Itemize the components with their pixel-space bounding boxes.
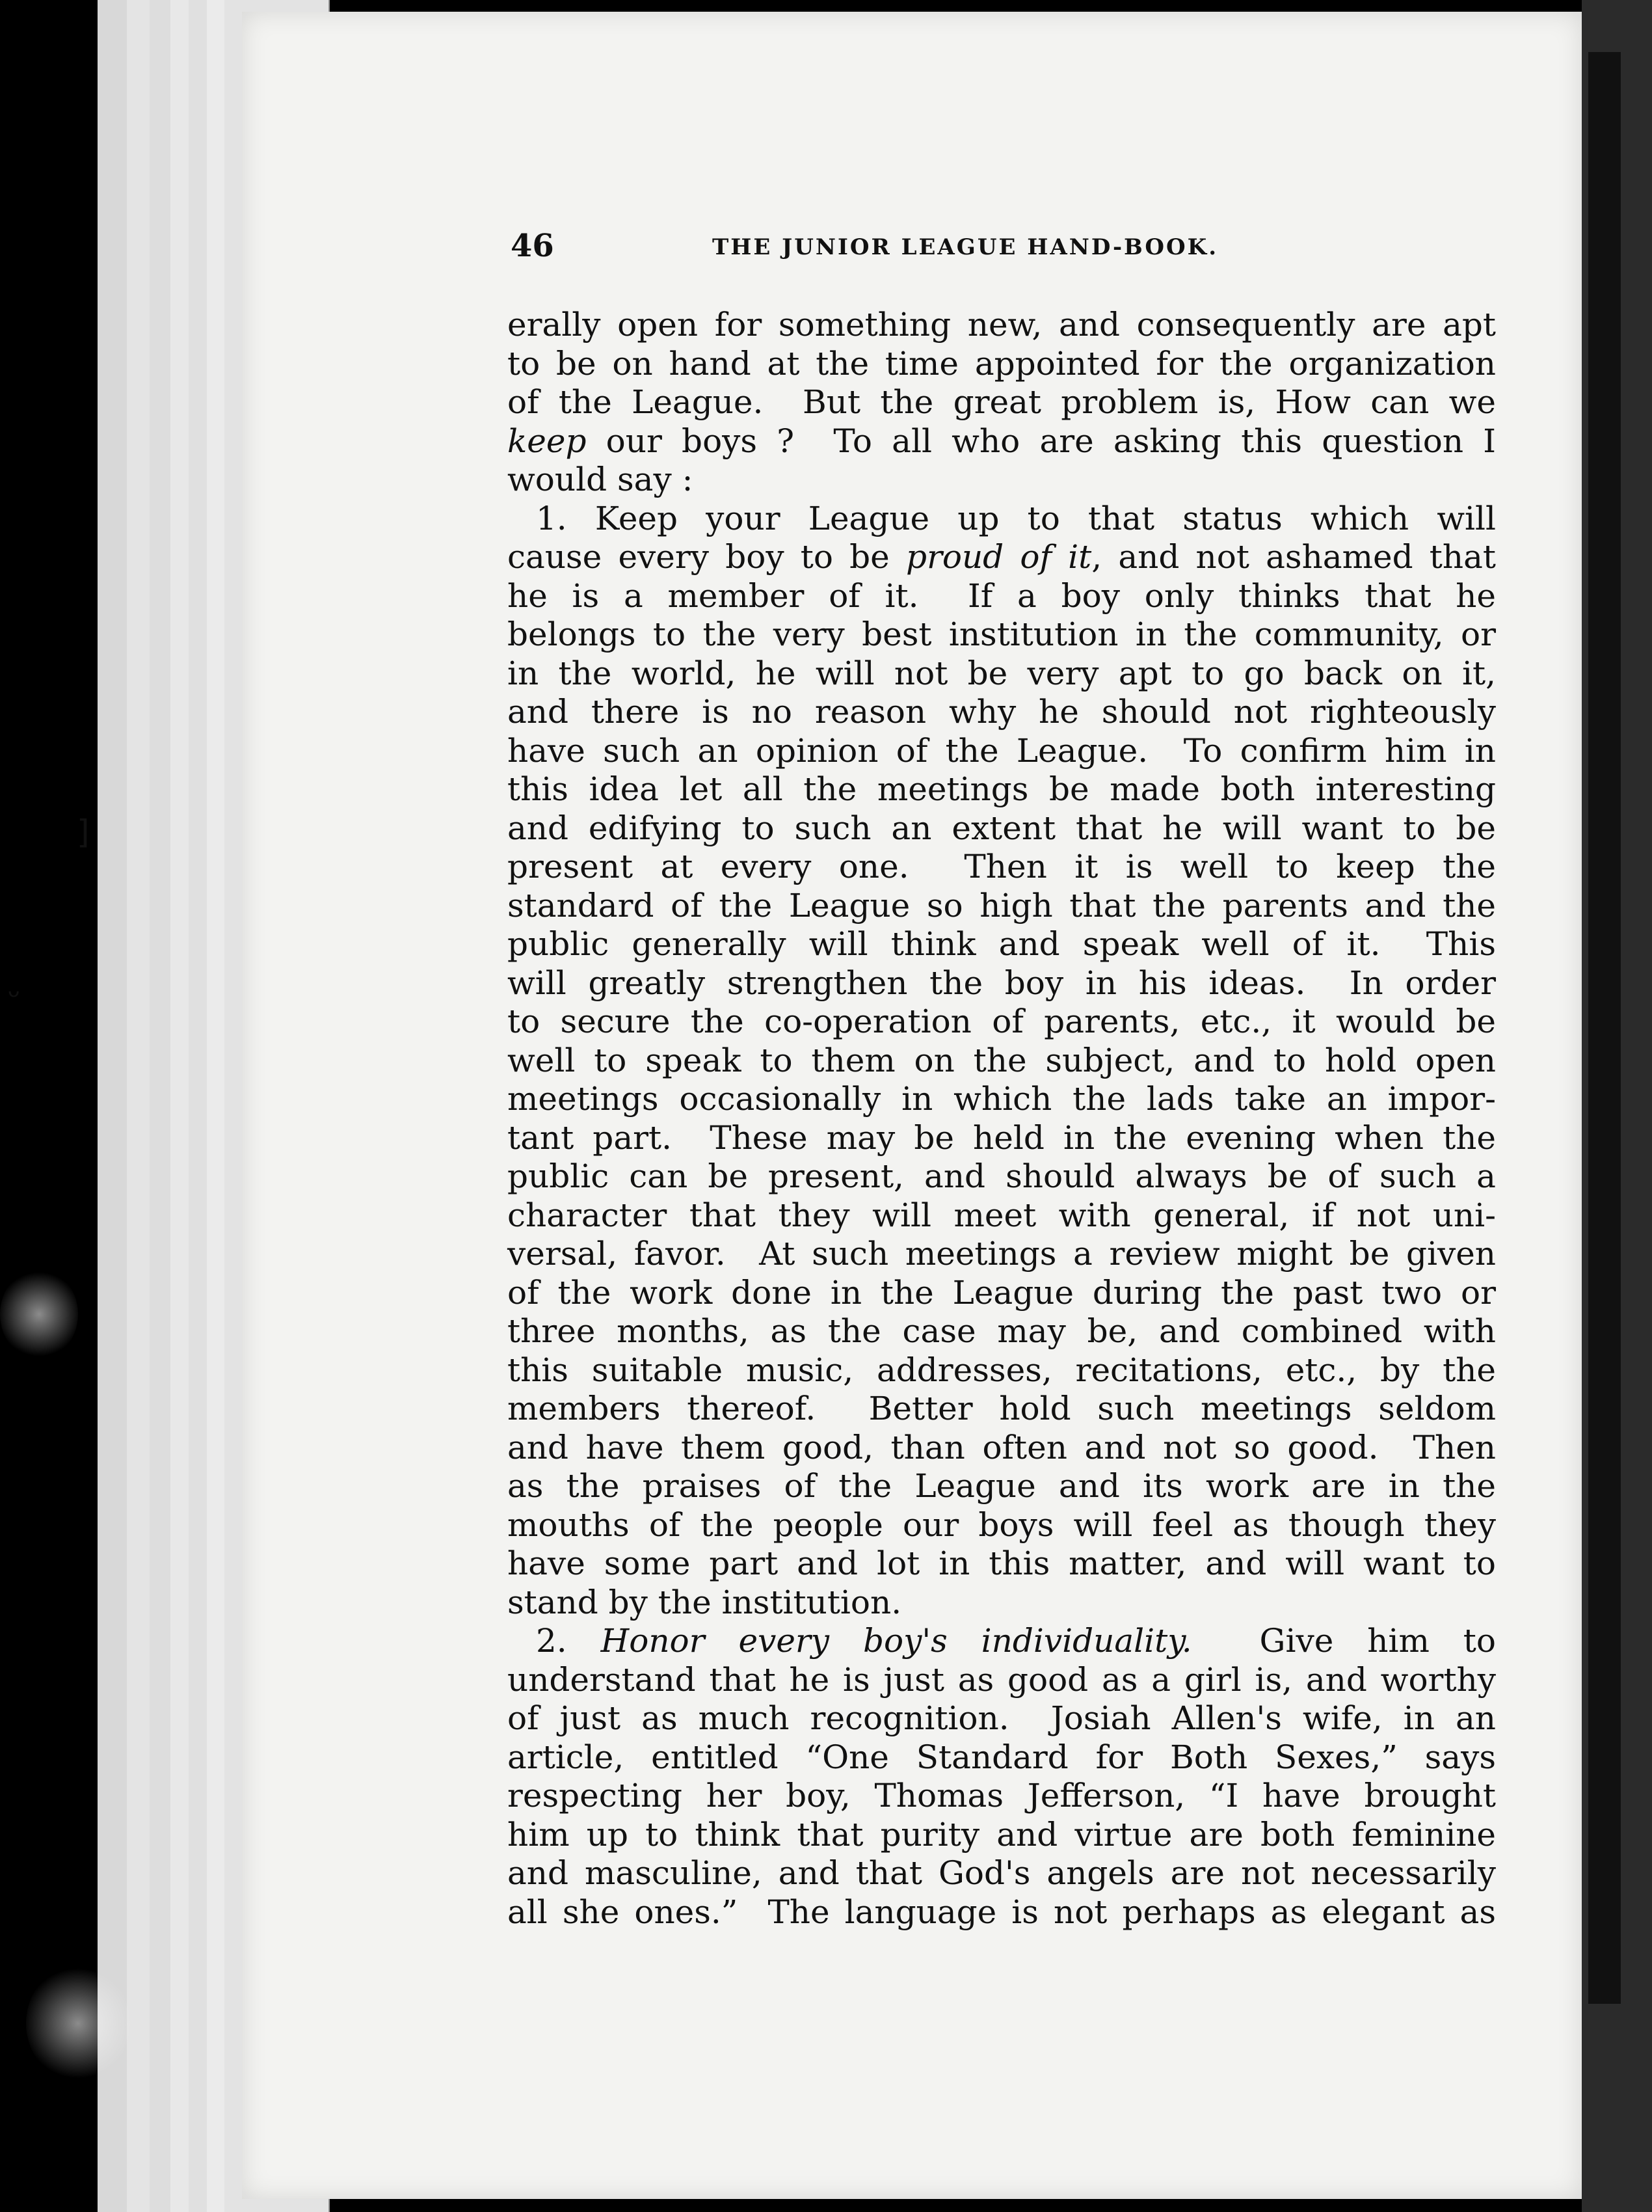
italic-text: proud of it [905, 538, 1092, 576]
text-line [507, 1738, 1496, 1777]
text-line [507, 538, 1496, 577]
text-line [507, 1854, 1496, 1893]
line-text: versal, favor. At such meetings a review might be given [507, 1235, 1496, 1273]
text-line [507, 306, 1496, 345]
line-text: character that they will meet with general, if not uni- [507, 1196, 1496, 1234]
line-text: and there is no reason why he should not righteously [507, 693, 1496, 731]
line-text: this idea let all the meetings be made both interesting [507, 770, 1496, 808]
text-line [507, 500, 1496, 539]
line-text: all she ones.” The language is not perhaps as elegant as [507, 1893, 1496, 1931]
line-text: and masculine, and that God's angels are not necessarily [507, 1854, 1496, 1892]
line-text: to secure the co-operation of parents, etc., it would be [507, 1003, 1496, 1040]
line-text: erally open for something new, and consequently are apt [507, 306, 1496, 344]
text-line [507, 654, 1496, 694]
binding-shadow-inner [1588, 52, 1621, 2004]
text-line [507, 1196, 1496, 1235]
text-line [507, 732, 1496, 771]
page-number: 46 [511, 228, 554, 264]
text-line [507, 1544, 1496, 1584]
text-line [507, 887, 1496, 926]
line-text: meetings occasionally in which the lads take an impor- [507, 1080, 1496, 1118]
line-text: as the praises of the League and its work are in the [507, 1467, 1496, 1505]
text-line [507, 1699, 1496, 1738]
text-line [507, 383, 1496, 422]
line-text: members thereof. Better hold such meetings seldom [507, 1390, 1496, 1427]
text-line [507, 1351, 1496, 1390]
line-text: respecting her boy, Thomas Jefferson, “I have brought [507, 1777, 1496, 1814]
margin-mark: ] [77, 813, 90, 851]
line-text: Give him to [1192, 1622, 1496, 1660]
text-line [507, 1157, 1496, 1196]
text-line [507, 848, 1496, 887]
line-text: would say : [507, 461, 693, 498]
text-line [507, 770, 1496, 809]
line-text: of the League. But the great problem is, How can we [507, 383, 1496, 421]
line-text: stand by the institution. [507, 1583, 902, 1621]
text-line [507, 1235, 1496, 1274]
text-line [507, 1816, 1496, 1855]
italic-text: keep [507, 422, 587, 460]
italic-text: Honor every boy's individuality. [600, 1622, 1192, 1660]
text-line [507, 693, 1496, 732]
line-text: of just as much recognition. Josiah Allen's wife, in an [507, 1699, 1496, 1737]
line-text: well to speak to them on the subject, and to hold open [507, 1041, 1496, 1079]
text-line [507, 1003, 1496, 1042]
text-line [507, 1312, 1496, 1351]
text-line [507, 345, 1496, 384]
line-text: three months, as the case may be, and combined with [507, 1312, 1496, 1350]
text-line [507, 1506, 1496, 1545]
line-text: him up to think that purity and virtue are both feminine [507, 1815, 1496, 1854]
text-line [507, 461, 1496, 500]
text-line [507, 1622, 1496, 1661]
text-line [507, 925, 1496, 964]
line-text: and edifying to such an extent that he will want to be [507, 809, 1496, 847]
line-text: standard of the League so high that the parents and the [507, 886, 1496, 924]
binding-shadow [1582, 0, 1652, 2212]
text-line [507, 1390, 1496, 1429]
line-text: and have them good, than often and not so good. Then [507, 1428, 1496, 1466]
line-text: mouths of the people our boys will feel as though they [507, 1505, 1496, 1544]
line-text: understand that he is just as good as a girl is, and worthy [507, 1660, 1496, 1699]
line-text: he is a member of it. If a boy only thinks that he [507, 576, 1496, 615]
line-text: tant part. These may be held in the evening when the [507, 1118, 1496, 1157]
text-line [507, 1429, 1496, 1468]
line-text: this suitable music, addresses, recitations, etc., by the [507, 1351, 1496, 1389]
line-text: in the world, he will not be very apt to go back on it, [507, 654, 1496, 692]
line-text: to be on hand at the time appointed for the organization [507, 344, 1496, 383]
text-line [507, 809, 1496, 848]
line-text: belongs to the very best institution in the community, or [507, 615, 1496, 653]
line-text: have such an opinion of the League. To confirm him in [507, 731, 1496, 770]
text-line [507, 1274, 1496, 1313]
text-line [507, 1584, 1496, 1623]
text-line [507, 1080, 1496, 1119]
line-text: present at every one. Then it is well to keep the [507, 848, 1496, 885]
line-text: public generally will think and speak well of it. This [507, 925, 1496, 963]
text-line [507, 577, 1496, 616]
text-line [507, 422, 1496, 461]
page-header [511, 228, 1317, 273]
text-line [507, 1119, 1496, 1158]
text-line [507, 1661, 1496, 1700]
text-line [507, 1042, 1496, 1081]
line-text: cause every boy to be [507, 538, 906, 576]
running-head: THE JUNIOR LEAGUE HAND-BOOK. [712, 234, 1219, 260]
text-line [507, 964, 1496, 1003]
line-text: our boys ? To all who are asking this question I [586, 422, 1496, 460]
margin-mark: ᴗ [8, 979, 20, 1002]
line-text: have some part and lot in this matter, and will want to [507, 1544, 1496, 1582]
text-line [507, 1893, 1496, 1932]
line-text: 1. Keep your League up to that status which will [536, 499, 1496, 537]
text-line [507, 1777, 1496, 1816]
line-text: article, entitled “One Standard for Both Sexes,” says [507, 1738, 1496, 1776]
scan-smudge [26, 1965, 130, 2082]
line-text: will greatly strengthen the boy in his ideas. In order [507, 964, 1496, 1002]
line-text: , and not ashamed that [1091, 538, 1496, 576]
line-text: 2. [536, 1622, 601, 1660]
scan-smudge [0, 1269, 78, 1360]
line-text: public can be present, and should always be of such a [507, 1157, 1496, 1195]
text-line [507, 1467, 1496, 1506]
text-line [507, 615, 1496, 654]
body-text [507, 306, 1496, 1932]
line-text: of the work done in the League during the past two or [507, 1273, 1496, 1312]
